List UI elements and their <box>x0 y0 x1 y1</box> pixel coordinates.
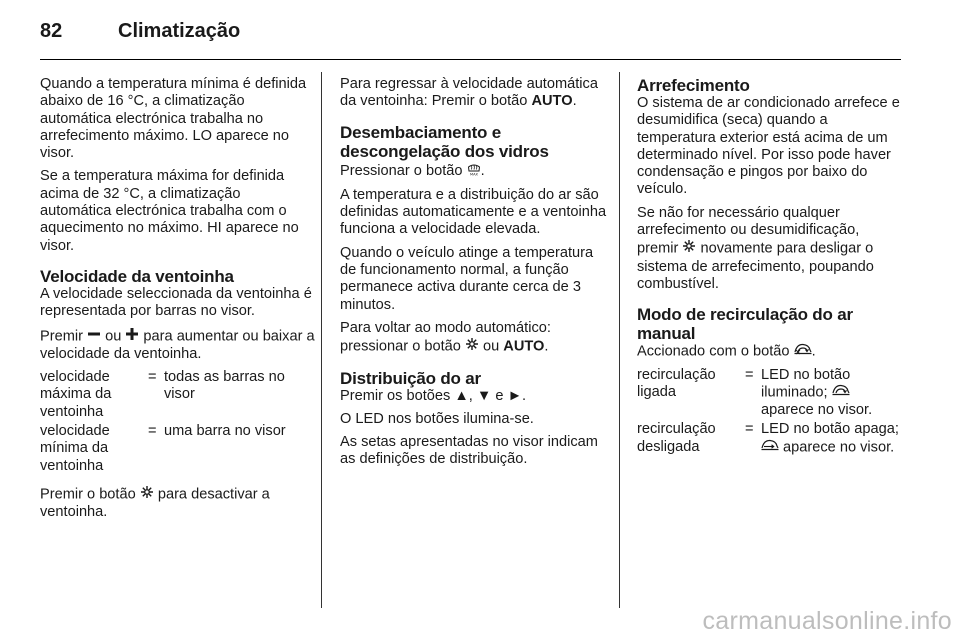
fan-speed-table <box>40 369 315 475</box>
paragraph: Para regressar à velocidade automática da ventoinha: Premir o botão AUTO. <box>340 76 598 110</box>
paragraph: Premir os botões ▲, ▼ e ►. <box>340 387 527 404</box>
watermark: carmanualsonline.info <box>702 607 952 635</box>
table-row: velocidade mínima da ventoinha = uma barra no visor <box>40 423 286 474</box>
page-number: 82 <box>40 20 63 42</box>
svg-text:MAX: MAX <box>469 172 478 176</box>
paragraph: Accionado com o botão . <box>637 343 816 360</box>
paragraph: Premir o botão para desactivar a ventoinha. <box>40 486 270 521</box>
paragraph: As setas apresentadas no visor indicam as definições de distribuição. <box>340 434 598 468</box>
recirculation-icon <box>794 343 812 360</box>
paragraph: A temperatura e a distribuição do ar são definidas automaticamente e a ventoinha funciona a velocidade elevada. <box>340 186 607 238</box>
section-heading-fan-speed: Velocidade da ventoinha <box>40 266 234 286</box>
column-divider-2 <box>619 72 620 608</box>
paragraph: O sistema de ar condicionado arrefece e desumidifica (seca) quando a temperatura exterior está acima de um determinado nível. Por isso pode haver condensação e pingos por baixo do veículo. <box>637 95 900 198</box>
fan-icon <box>465 337 479 356</box>
paragraph: O LED nos botões ilumina-se. <box>340 410 534 427</box>
fresh-air-icon <box>761 439 779 456</box>
section-heading-defrost: Desembaciamento e descongelação dos vidros <box>340 122 549 161</box>
paragraph: Se a temperatura máxima for definida acima de 32 °C, a climatização automática electrónica trabalha com o aquecimento no máximo. HI aparece no visor. <box>40 168 299 254</box>
paragraph: Quando a temperatura mínima é definida abaixo de 16 °C, a climatização automática electrónica trabalha no arrefecimento máximo. LO aparece no visor. <box>40 76 307 162</box>
section-heading-recirculation: Modo de recirculação do ar manual <box>637 305 853 344</box>
fan-icon <box>682 239 696 258</box>
column-1 <box>40 76 315 528</box>
section-heading-air-distribution: Distribuição do ar <box>340 368 481 388</box>
page-header <box>40 20 240 50</box>
recirculation-icon <box>832 384 850 401</box>
header-rule <box>40 59 901 60</box>
minus-icon <box>87 327 101 346</box>
table-row: velocidade máxima da ventoinha = todas as barras no visor <box>40 369 285 420</box>
recirculation-table <box>637 367 901 457</box>
paragraph: Quando o veículo atinge a temperatura de funcionamento normal, a função permanece activa durante cerca de 3 minutos. <box>340 244 594 313</box>
plus-icon <box>125 327 139 346</box>
table-row: recirculação ligada = LED no botão iluminado; aparece no visor. <box>637 367 873 419</box>
column-divider-1 <box>321 72 322 608</box>
auto-label: AUTO <box>531 93 573 110</box>
paragraph: Se não for necessário qualquer arrefecimento ou desumidificação, premir novamente para desligar o sistema de arrefecimento, poupando combustível. <box>637 204 874 292</box>
paragraph: Premir ou para aumentar ou baixar a velocidade da ventoinha. <box>40 328 315 362</box>
column-2 <box>340 76 612 475</box>
windscreen-defrost-max-icon <box>467 161 481 181</box>
chapter-title: Climatização <box>118 20 241 42</box>
paragraph: A velocidade seleccionada da ventoinha é representada por barras no visor. <box>40 285 312 320</box>
table-row: recirculação desligada = LED no botão apaga; aparece no visor. <box>637 421 899 456</box>
fan-icon <box>140 485 154 504</box>
section-heading-cooling: Arrefecimento <box>637 76 750 95</box>
column-3 <box>637 76 901 467</box>
paragraph: Para voltar ao modo automático: pressionar o botão ou AUTO. <box>340 319 551 355</box>
auto-label: AUTO <box>503 338 545 355</box>
paragraph: Pressionar o botão MAX . <box>340 161 612 181</box>
